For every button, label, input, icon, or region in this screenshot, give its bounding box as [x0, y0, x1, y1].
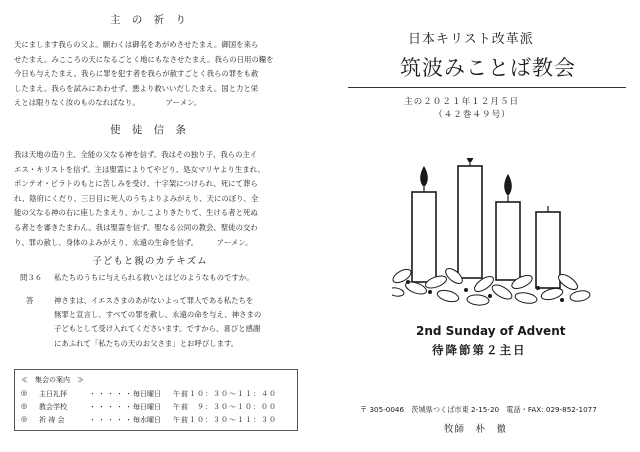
sunday-title-english: 2nd Sunday of Advent: [416, 324, 566, 338]
creed-line: れ、陰府にくだり、三日目に死人のうちよりよみがえり、天にのぼり、全: [14, 193, 259, 203]
header-divider: [348, 87, 626, 88]
creed-line: 能の父なる神の右に座したまえり、かしこよりきたりて、生ける者と死ぬ: [14, 208, 258, 218]
creed-line: り、罪の赦し、身体のよみがえり、永遠の生命を信ず。 アーメン。: [14, 237, 253, 247]
bullet-icon: ◎: [21, 389, 28, 397]
meeting-leader-dots: ・・・・・: [89, 390, 134, 398]
lords-prayer-text: [14, 38, 296, 111]
meeting-day: 毎日曜日: [133, 390, 161, 398]
church-name: 筑波みことば教会: [400, 56, 576, 80]
question-number: 問３６: [20, 273, 43, 282]
sunday-title-japanese: 待降節第２主日: [432, 343, 527, 357]
creed-line: ポンテオ・ピラトのもとに苦しみを受け、十字架につけられ、死にて葬ら: [14, 179, 258, 189]
meetings-box: [14, 369, 298, 431]
volume-number: （４２巻４９号）: [434, 110, 511, 120]
answer-line: にあふれて「私たちの天のお父さま」とお呼びします。: [54, 338, 239, 348]
creed-line: エス・キリストを信ず。主は聖霊によりてやどり、処女マリヤより生まれ、: [14, 164, 265, 174]
creed-line: る者とを審きたまわん。我は聖霊を信ず。聖なる公同の教会、聖徒の交わ: [14, 222, 258, 232]
bullet-icon: ◎: [21, 415, 28, 423]
meeting-name: 教会学校: [39, 403, 67, 411]
answer-line: 子どもとして受け入れてくださいます。ですから、喜びと感謝: [54, 324, 261, 334]
meeting-time: 午前１０：３０～１１：３０: [173, 416, 277, 424]
meeting-day: 毎日曜日: [133, 403, 161, 411]
service-date: 主の２０２１年１２月５日: [404, 97, 520, 107]
creed-title: 使 徒 信 条: [109, 124, 190, 136]
denomination: 日本キリスト改革派: [408, 32, 534, 47]
meeting-leader-dots: ・・・・・: [89, 403, 134, 411]
answer-line: 神さまは、イエスさまのあがないよって罪人である私たちを: [54, 296, 254, 305]
meeting-day: 毎水曜日: [133, 416, 161, 424]
meeting-name: 祈 祷 会: [39, 416, 65, 424]
catechism-title: 子どもと親のカテキズム: [92, 256, 208, 267]
meeting-name: 主日礼拝: [39, 390, 67, 398]
lords-prayer-line: えとは限りなく汝のものなればなり。 アーメン。: [14, 98, 202, 108]
pastor-name: 牧師 朴 徹: [444, 424, 508, 435]
creed-line: 我は天地の造り主、全能の父なる神を信ず。我はその独り子、我らの主イ: [14, 150, 258, 159]
question-text: 私たちのうちに与えられる救いとはどのようなものですか。: [54, 273, 254, 282]
advent-wreath-candles-icon: [392, 158, 592, 308]
lords-prayer-title: 主 の 祈 り: [109, 14, 190, 26]
meetings-title: ≪ 集会の案内 ≫: [21, 376, 84, 384]
lords-prayer-line: 天にまします我らの父よ。願わくは御名をあがめさせたまえ。御国を来ら: [14, 40, 259, 49]
answer-label: 答: [26, 296, 34, 305]
church-address: 〒 305-0046 茨城県つくば市東 2-15-20 電話・FAX: 029-852-1077: [360, 405, 597, 414]
bullet-icon: ◎: [21, 402, 28, 410]
meeting-time: 午前１０：３０～１１：４０: [173, 390, 277, 398]
answer-line: 無罪と宣言し、すべての罪を赦し、永遠の命を与え、神さまの: [54, 310, 262, 320]
meeting-leader-dots: ・・・・・: [89, 416, 134, 424]
lords-prayer-line: せたまえ。みこころの天になるごとく地にもなさせたまえ。我らの日用の糧を: [14, 54, 274, 64]
creed-text: [14, 148, 296, 250]
lords-prayer-line: 今日も与えたまえ。我らに罪を犯す者を我らが赦すごとく我らの罪をも赦: [14, 69, 259, 79]
lords-prayer-line: したまえ。我らを試みにあわせず、悪より救いいだしたまえ。国と力と栄: [14, 83, 259, 93]
meeting-time: 午前 ９：３０～１０：００: [173, 403, 277, 411]
